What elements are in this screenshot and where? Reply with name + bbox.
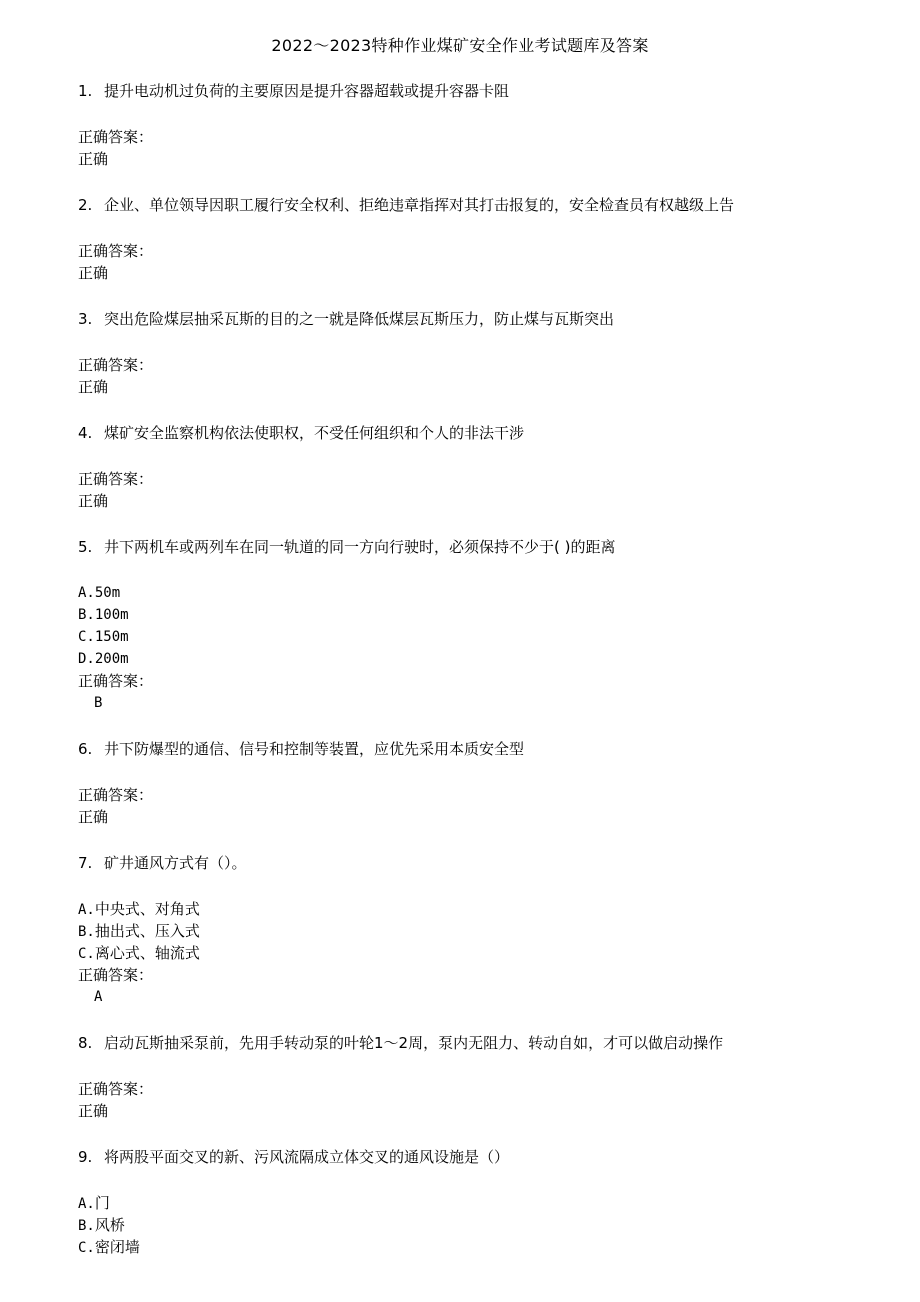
option: [78, 1214, 878, 1236]
answer-value: 正确: [78, 264, 109, 282]
option: [78, 920, 878, 942]
answer-value: A: [94, 989, 103, 1005]
option-text: 风桥: [94, 1216, 125, 1234]
question-stem: 将两股平面交叉的新、污风流隔成立体交叉的通风设施是（）: [104, 1148, 510, 1166]
option-text: 抽出式、压入式: [94, 922, 200, 940]
question-2: [78, 194, 878, 284]
answer-value: 正确: [78, 150, 109, 168]
question-number: 4.: [78, 424, 93, 442]
question-text: [78, 738, 878, 760]
document-title: 2022～2023特种作业煤矿安全作业考试题库及答案: [271, 36, 649, 55]
answer-label: 正确答案：: [78, 128, 154, 146]
question-stem: 井下两机车或两列车在同一轨道的同一方向行驶时，必须保持不少于( )的距离: [104, 538, 616, 556]
question-stem: 井下防爆型的通信、信号和控制等装置，应优先采用本质安全型: [104, 740, 525, 758]
option: [78, 626, 878, 648]
option-text: 150m: [94, 629, 129, 645]
option-text: 50m: [94, 585, 121, 601]
option: [78, 648, 878, 670]
answer-label: 正确答案：: [78, 672, 154, 690]
question-number: 3.: [78, 310, 93, 328]
option: [78, 898, 878, 920]
option: [78, 582, 878, 604]
question-8: [78, 1032, 878, 1122]
question-number: 7.: [78, 854, 93, 872]
option-letter: B.: [78, 1218, 95, 1234]
question-text: [78, 852, 878, 874]
option-text: 离心式、轴流式: [94, 944, 200, 962]
answer-label: 正确答案：: [78, 786, 154, 804]
option-text: 门: [94, 1194, 110, 1212]
option-letter: C.: [78, 1240, 95, 1256]
option-letter: B.: [78, 924, 95, 940]
question-text: [78, 422, 878, 444]
question-stem: 矿井通风方式有（）。: [104, 854, 247, 872]
answer-label: 正确答案：: [78, 966, 154, 984]
question-9: [78, 1146, 878, 1258]
option-text: 中央式、对角式: [94, 900, 200, 918]
question-3: [78, 308, 878, 398]
option: [78, 1192, 878, 1214]
question-number: 6.: [78, 740, 93, 758]
question-stem: 企业、单位领导因职工履行安全权利、拒绝违章指挥对其打击报复的，安全检查员有权越级上告: [104, 196, 735, 214]
question-text: [78, 80, 878, 102]
question-stem: 启动瓦斯抽采泵前，先用手转动泵的叶轮1～2周，泵内无阻力、转动自如，才可以做启动操作: [104, 1034, 724, 1052]
answer-label: 正确答案：: [78, 470, 154, 488]
question-stem: 提升电动机过负荷的主要原因是提升容器超载或提升容器卡阻: [104, 82, 510, 100]
question-number: 9.: [78, 1148, 93, 1166]
answer-label: 正确答案：: [78, 242, 154, 260]
question-7: [78, 852, 878, 1008]
question-stem: 突出危险煤层抽采瓦斯的目的之一就是降低煤层瓦斯压力，防止煤与瓦斯突出: [104, 310, 615, 328]
option-letter: D.: [78, 651, 95, 667]
answer-value: 正确: [78, 1102, 109, 1120]
option-letter: C.: [78, 946, 95, 962]
question-number: 5.: [78, 538, 93, 556]
question-text: [78, 536, 878, 558]
option-letter: A.: [78, 902, 95, 918]
option: [78, 604, 878, 626]
option: [78, 942, 878, 964]
answer-label: 正确答案：: [78, 356, 154, 374]
option-text: 密闭墙: [94, 1238, 140, 1256]
question-5: [78, 536, 878, 714]
question-text: [78, 194, 878, 216]
answer-label: 正确答案：: [78, 1080, 154, 1098]
answer-value: B: [94, 695, 103, 711]
option-letter: B.: [78, 607, 95, 623]
question-1: [78, 80, 878, 170]
option-text: 100m: [94, 607, 129, 623]
option-letter: C.: [78, 629, 95, 645]
question-number: 1.: [78, 82, 93, 100]
answer-value: 正确: [78, 378, 109, 396]
option: [78, 1236, 878, 1258]
question-text: [78, 308, 878, 330]
question-stem: 煤矿安全监察机构依法使职权，不受任何组织和个人的非法干涉: [104, 424, 525, 442]
question-number: 8.: [78, 1034, 93, 1052]
question-number: 2.: [78, 196, 93, 214]
question-6: [78, 738, 878, 828]
option-text: 200m: [94, 651, 129, 667]
answer-value: 正确: [78, 492, 109, 510]
question-text: [78, 1146, 878, 1168]
question-4: [78, 422, 878, 512]
option-letter: A.: [78, 585, 95, 601]
answer-value: 正确: [78, 808, 109, 826]
question-text: [78, 1032, 878, 1054]
option-letter: A.: [78, 1196, 95, 1212]
